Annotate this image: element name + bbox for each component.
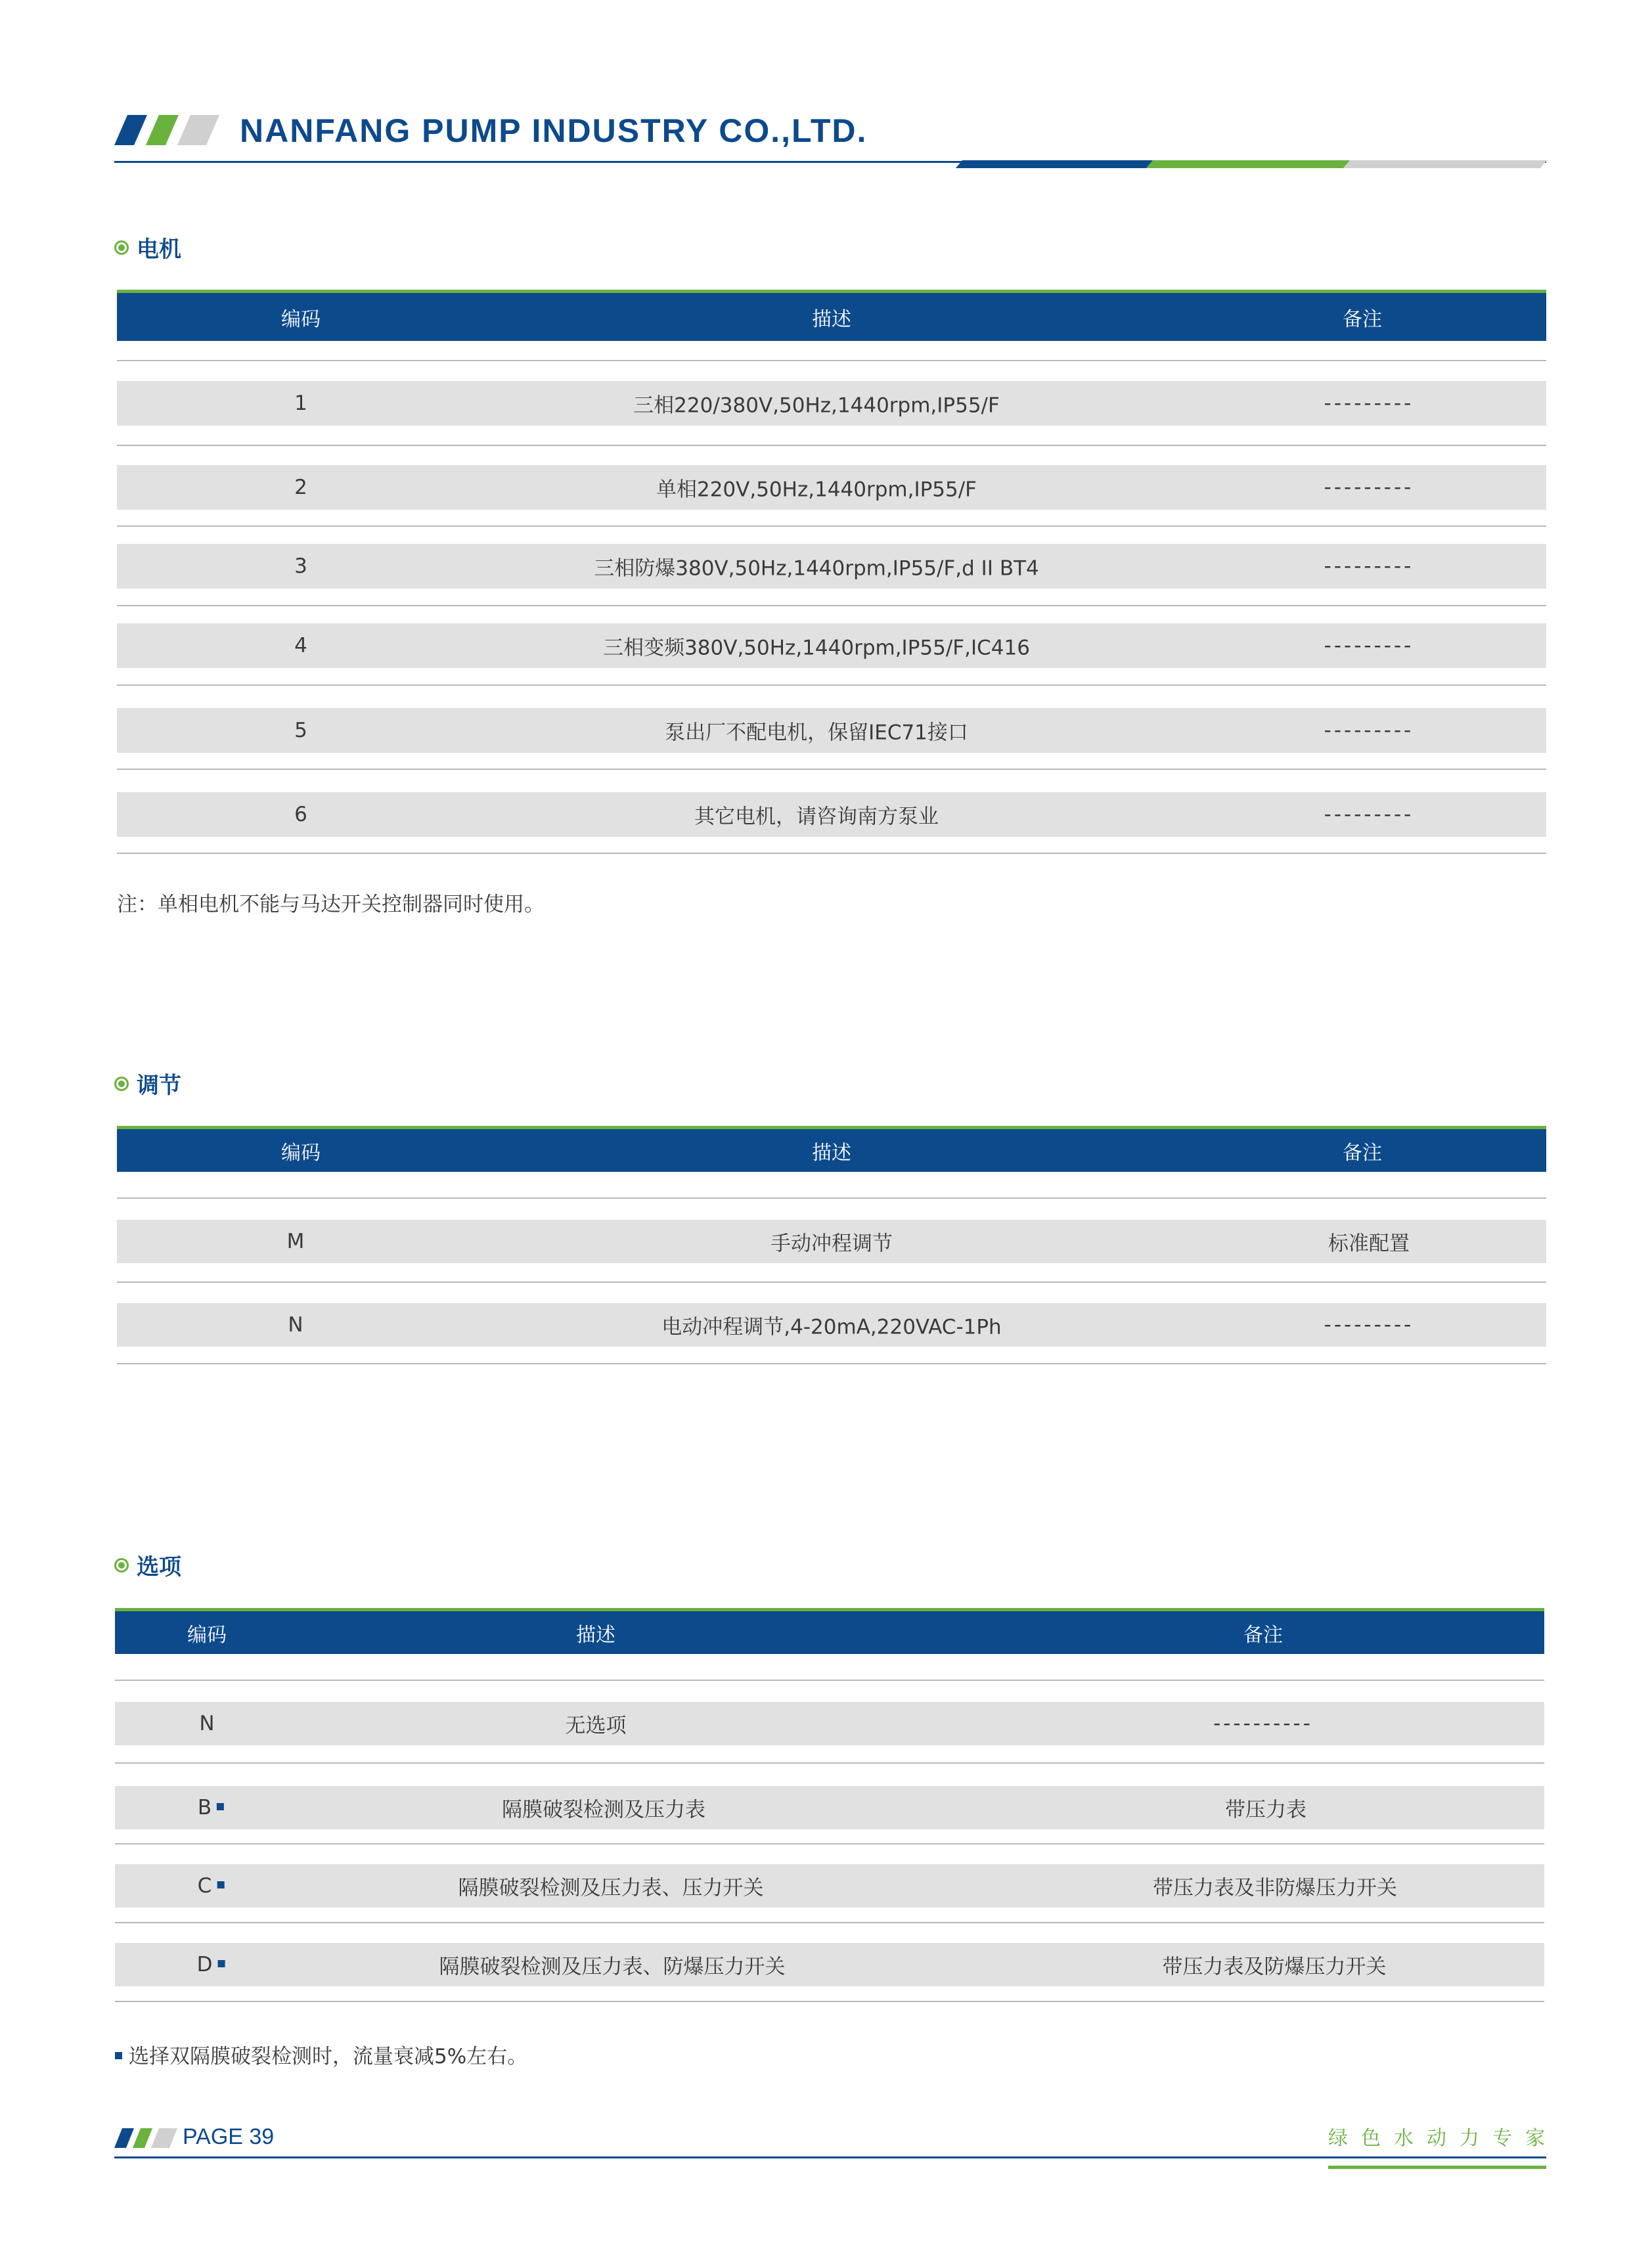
- page-number: PAGE 39: [183, 2124, 275, 2149]
- table-rule: [117, 360, 1546, 361]
- header-color-bars: [956, 160, 1547, 168]
- table-rule: [117, 684, 1546, 686]
- column-header-note: 备注: [1343, 307, 1382, 331]
- table-rule: [117, 525, 1546, 527]
- row-desc: 三相220/380V,50Hz,1440rpm,IP55/F: [633, 393, 1000, 418]
- motor-section-title: 电机: [137, 236, 181, 263]
- column-header-code: 编码: [187, 1623, 227, 1647]
- column-header-desc: 描述: [812, 1141, 851, 1165]
- row-desc: 泵出厂不配电机，保留IEC71接口: [665, 721, 968, 745]
- row-desc: 三相防爆380V,50Hz,1440rpm,IP55/F,d II BT4: [594, 556, 1039, 581]
- table-row: [117, 792, 1546, 837]
- marker-square-icon: [217, 1803, 224, 1810]
- table-row: [117, 544, 1546, 589]
- row-note: ---------: [1324, 476, 1414, 499]
- table-row: [115, 1864, 1544, 1908]
- row-code: B: [197, 1796, 212, 1820]
- bullet-icon: [114, 240, 129, 255]
- column-header-desc: 描述: [576, 1623, 615, 1647]
- marker-square-icon: [217, 1881, 224, 1888]
- motor-section-heading: [114, 231, 181, 263]
- row-note: ---------: [1324, 719, 1414, 742]
- row-note: ----------: [1213, 1712, 1313, 1735]
- row-note: 带压力表: [1225, 1798, 1306, 1822]
- row-note: 带压力表及非防爆压力开关: [1153, 1876, 1397, 1900]
- table-header: [117, 290, 1546, 341]
- footer-logo-stripes: [114, 2128, 177, 2148]
- row-desc: 手动冲程调节: [770, 1232, 893, 1256]
- column-header-code: 编码: [281, 307, 321, 331]
- row-code: M: [286, 1230, 305, 1253]
- options-section-heading: [114, 1549, 181, 1581]
- table-rule: [117, 1197, 1546, 1199]
- footer-rule: [114, 2156, 1546, 2158]
- row-code: 2: [294, 476, 307, 499]
- row-code-cell: [198, 1874, 225, 1898]
- row-code: C: [197, 1874, 212, 1898]
- row-desc: 其它电机，请咨询南方泵业: [694, 805, 939, 829]
- table-rule: [115, 1922, 1544, 1923]
- table-rule: [115, 1762, 1544, 1764]
- table-rule: [117, 1363, 1546, 1364]
- table-rule: [115, 1680, 1544, 1681]
- row-note: ---------: [1324, 634, 1414, 658]
- table-row: [117, 623, 1546, 668]
- table-rule: [117, 445, 1546, 446]
- row-code-cell: [197, 1953, 225, 1976]
- table-rule: [117, 605, 1546, 606]
- adjust-table: [117, 1126, 1546, 1369]
- bullet-icon: [114, 1077, 129, 1091]
- row-desc: 无选项: [565, 1714, 627, 1738]
- marker-square-icon: [115, 2052, 122, 2059]
- adjust-section-title: 调节: [137, 1073, 181, 1099]
- table-row: [117, 1303, 1546, 1347]
- row-code: N: [288, 1313, 303, 1337]
- slogan-underline: [1328, 2166, 1546, 2169]
- row-code-cell: [198, 1796, 224, 1820]
- options-footnote-line: [115, 2040, 527, 2069]
- options-footnote: 选择双隔膜破裂检测时，流量衰减5%左右。: [129, 2045, 528, 2068]
- table-row: [117, 708, 1546, 753]
- column-header-note: 备注: [1243, 1623, 1283, 1647]
- row-desc: 单相220V,50Hz,1440rpm,IP55/F: [656, 478, 977, 502]
- row-note: 标准配置: [1328, 1232, 1410, 1256]
- table-rule: [115, 1843, 1544, 1844]
- table-rule: [117, 1282, 1546, 1283]
- company-logo-stripes: [114, 115, 219, 145]
- table-row: [115, 1702, 1544, 1745]
- row-desc: 隔膜破裂检测及压力表、防爆压力开关: [439, 1955, 786, 1979]
- table-rule: [117, 769, 1546, 770]
- row-code: 3: [294, 554, 307, 578]
- row-code: 5: [294, 719, 307, 742]
- table-row: [115, 1786, 1544, 1829]
- row-code: N: [199, 1712, 215, 1735]
- motor-table: [117, 290, 1546, 855]
- column-header-desc: 描述: [812, 307, 851, 331]
- table-row: [117, 1220, 1546, 1263]
- column-header-code: 编码: [281, 1141, 321, 1165]
- adjust-section-heading: [114, 1067, 181, 1100]
- row-note: ---------: [1324, 391, 1414, 415]
- row-note: ---------: [1324, 803, 1414, 826]
- table-rule: [115, 2001, 1544, 2002]
- row-code: 1: [294, 391, 307, 415]
- row-code: D: [196, 1953, 213, 1976]
- table-row: [117, 381, 1546, 426]
- page-header: [0, 0, 1652, 177]
- table-header: [117, 1126, 1546, 1172]
- row-note: ---------: [1324, 554, 1414, 578]
- row-code: 6: [294, 803, 307, 826]
- row-desc: 隔膜破裂检测及压力表: [502, 1798, 705, 1822]
- row-note: 带压力表及防爆压力开关: [1162, 1955, 1387, 1979]
- company-name: NANFANG PUMP INDUSTRY CO.,LTD.: [240, 112, 868, 149]
- table-header: [115, 1608, 1544, 1654]
- table-rule: [117, 853, 1546, 854]
- motor-footnote: 注：单相电机不能与马达开关控制器同时使用。: [117, 893, 545, 916]
- row-desc: 电动冲程调节,4-20mA,220VAC-1Ph: [661, 1315, 1002, 1339]
- bullet-icon: [114, 1558, 129, 1573]
- table-row: [117, 465, 1546, 510]
- options-table: [115, 1608, 1544, 2009]
- footer-slogan: 绿色水动力专家: [1328, 2127, 1558, 2150]
- row-code: 4: [294, 634, 307, 658]
- row-note: ---------: [1324, 1313, 1414, 1337]
- column-header-note: 备注: [1343, 1141, 1382, 1165]
- options-section-title: 选项: [137, 1554, 181, 1580]
- row-desc: 隔膜破裂检测及压力表、压力开关: [458, 1876, 764, 1900]
- row-desc: 三相变频380V,50Hz,1440rpm,IP55/F,IC416: [603, 636, 1030, 660]
- table-row: [115, 1943, 1544, 1986]
- marker-square-icon: [217, 1960, 225, 1967]
